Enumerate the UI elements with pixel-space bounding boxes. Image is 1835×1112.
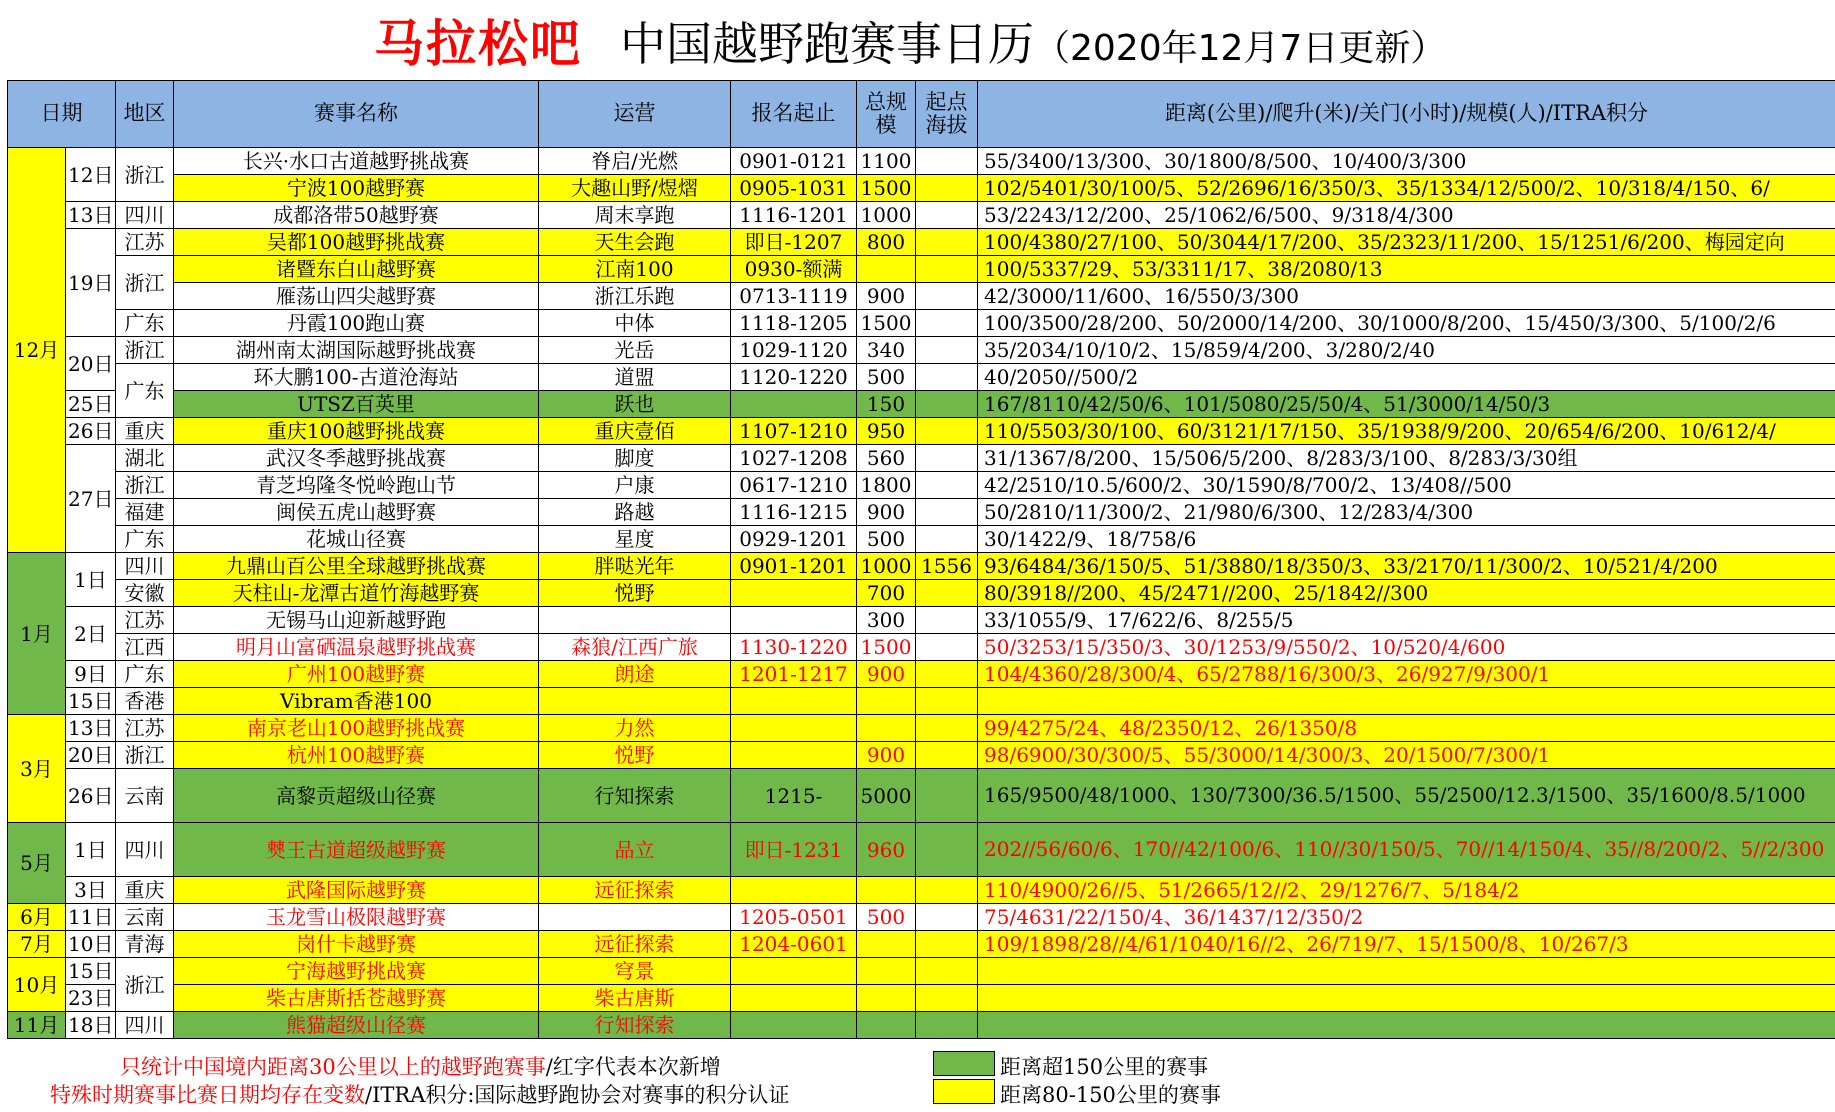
region-cell: 四川 — [116, 202, 174, 229]
day-cell: 1日 — [66, 553, 116, 607]
region-cell: 重庆 — [116, 877, 174, 904]
race-distances: 104/4360/28/300/4、65/2788/16/300/3、26/927/9/300/1 — [978, 661, 1835, 688]
race-size: 500 — [857, 364, 916, 391]
race-registration — [731, 877, 857, 904]
race-registration — [731, 958, 857, 985]
table-row — [8, 472, 1835, 499]
race-size: 300 — [857, 607, 916, 634]
race-distances: 100/4380/27/100、50/3044/17/200、35/2323/11/200、15/1251/6/200、梅园定向 — [978, 229, 1835, 256]
region-cell: 四川 — [116, 823, 174, 877]
table-row — [8, 742, 1835, 769]
footer-note-itra-black: /ITRA积分:国际越野跑协会对赛事的积分认证 — [365, 1083, 790, 1107]
race-size — [857, 985, 916, 1012]
race-registration: 0713-1119 — [731, 283, 857, 310]
race-distances: 31/1367/8/200、15/506/5/200、8/283/3/100、8/283/3/30组 — [978, 445, 1835, 472]
race-operator: 远征探索 — [539, 931, 731, 958]
day-cell: 11日 — [66, 904, 116, 931]
race-name: 岗什卡越野赛 — [174, 931, 539, 958]
table-row — [8, 823, 1835, 877]
region-cell: 湖北 — [116, 445, 174, 472]
race-calendar-table — [7, 80, 1835, 1039]
region-cell: 浙江 — [116, 958, 174, 1012]
race-registration: 即日-1231 — [731, 823, 857, 877]
race-size: 1000 — [857, 553, 916, 580]
table-row — [8, 391, 1835, 418]
race-altitude — [916, 1012, 978, 1039]
race-name: 宁海越野挑战赛 — [174, 958, 539, 985]
race-distances: 99/4275/24、48/2350/12、26/1350/8 — [978, 715, 1835, 742]
race-operator: 道盟 — [539, 364, 731, 391]
race-altitude — [916, 769, 978, 823]
race-altitude: 1556 — [916, 553, 978, 580]
race-name: 武隆国际越野赛 — [174, 877, 539, 904]
race-operator: 重庆壹佰 — [539, 418, 731, 445]
calendar-title — [620, 8, 1446, 74]
day-cell: 3日 — [66, 877, 116, 904]
race-name: 僰王古道超级越野赛 — [174, 823, 539, 877]
race-registration: 0617-1210 — [731, 472, 857, 499]
race-altitude — [916, 445, 978, 472]
race-altitude — [916, 256, 978, 283]
race-registration: 0901-0121 — [731, 148, 857, 175]
race-operator: 跃也 — [539, 391, 731, 418]
footer-note-scope-black: /红字代表本次新增 — [545, 1055, 721, 1079]
day-cell: 18日 — [66, 1012, 116, 1039]
race-altitude — [916, 688, 978, 715]
table-row — [8, 769, 1835, 823]
race-distances: 40/2050//500/2 — [978, 364, 1835, 391]
race-operator — [539, 607, 731, 634]
region-cell: 云南 — [116, 769, 174, 823]
race-operator — [539, 904, 731, 931]
race-distances: 55/3400/13/300、30/1800/8/500、10/400/3/300 — [978, 148, 1835, 175]
header-registration: 报名起止 — [731, 81, 857, 148]
race-altitude — [916, 283, 978, 310]
race-size: 800 — [857, 229, 916, 256]
race-size: 900 — [857, 499, 916, 526]
race-name: 雁荡山四尖越野赛 — [174, 283, 539, 310]
race-registration: 1205-0501 — [731, 904, 857, 931]
race-altitude — [916, 715, 978, 742]
race-name: 青芝坞隆冬悦岭跑山节 — [174, 472, 539, 499]
table-row — [8, 877, 1835, 904]
race-operator: 中体 — [539, 310, 731, 337]
race-registration: 1201-1217 — [731, 661, 857, 688]
race-altitude — [916, 580, 978, 607]
race-operator: 远征探索 — [539, 877, 731, 904]
day-cell: 15日 — [66, 688, 116, 715]
table-row — [8, 364, 1835, 391]
race-altitude — [916, 634, 978, 661]
day-cell: 15日 — [66, 958, 116, 985]
region-cell: 江苏 — [116, 229, 174, 256]
region-cell: 青海 — [116, 931, 174, 958]
day-cell: 27日 — [66, 445, 116, 553]
race-operator: 行知探索 — [539, 769, 731, 823]
brand-title: 马拉松吧 — [374, 14, 582, 73]
day-cell: 20日 — [66, 337, 116, 391]
race-calendar-table-wrap — [7, 80, 1835, 1043]
race-name: 无锡马山迎新越野跑 — [174, 607, 539, 634]
race-registration — [731, 607, 857, 634]
month-cell: 3月 — [8, 715, 66, 823]
table-row — [8, 904, 1835, 931]
race-size: 1000 — [857, 202, 916, 229]
region-cell: 江西 — [116, 634, 174, 661]
race-registration: 1120-1220 — [731, 364, 857, 391]
race-operator: 户康 — [539, 472, 731, 499]
race-altitude — [916, 904, 978, 931]
race-name: 武汉冬季越野挑战赛 — [174, 445, 539, 472]
race-name: Vibram香港100 — [174, 688, 539, 715]
race-registration: 1130-1220 — [731, 634, 857, 661]
race-operator: 悦野 — [539, 742, 731, 769]
race-size: 950 — [857, 418, 916, 445]
table-row — [8, 229, 1835, 256]
table-row — [8, 1012, 1835, 1039]
race-size — [857, 1012, 916, 1039]
day-cell: 19日 — [66, 229, 116, 337]
race-altitude — [916, 148, 978, 175]
header-altitude: 起点海拔 — [916, 81, 978, 148]
month-cell: 12月 — [8, 148, 66, 553]
region-cell: 四川 — [116, 553, 174, 580]
table-row — [8, 175, 1835, 202]
race-altitude — [916, 499, 978, 526]
region-cell: 江苏 — [116, 607, 174, 634]
table-row — [8, 580, 1835, 607]
race-size — [857, 688, 916, 715]
region-cell: 广东 — [116, 661, 174, 688]
day-cell: 26日 — [66, 418, 116, 445]
race-registration — [731, 391, 857, 418]
footer-note-itra-red: 特殊时期赛事比赛日期均存在变数 — [50, 1083, 365, 1107]
race-name: 熊猫超级山径赛 — [174, 1012, 539, 1039]
region-cell: 四川 — [116, 1012, 174, 1039]
day-cell: 12日 — [66, 148, 116, 202]
race-registration — [731, 1012, 857, 1039]
race-operator: 天生会跑 — [539, 229, 731, 256]
race-size: 500 — [857, 904, 916, 931]
table-row — [8, 148, 1835, 175]
region-cell: 浙江 — [116, 256, 174, 310]
race-registration: 1029-1120 — [731, 337, 857, 364]
race-distances: 75/4631/22/150/4、36/1437/12/350/2 — [978, 904, 1835, 931]
region-cell: 广东 — [116, 526, 174, 553]
header-distance: 距离(公里)/爬升(米)/关门(小时)/规模(人)/ITRA积分 — [978, 81, 1835, 148]
race-registration: 1204-0601 — [731, 931, 857, 958]
race-size — [857, 715, 916, 742]
race-size — [857, 958, 916, 985]
footer — [0, 1043, 1835, 1112]
race-operator: 行知探索 — [539, 1012, 731, 1039]
header-region: 地区 — [116, 81, 174, 148]
region-cell: 云南 — [116, 904, 174, 931]
region-cell: 浙江 — [116, 472, 174, 499]
race-registration: 1215- — [731, 769, 857, 823]
race-operator: 悦野 — [539, 580, 731, 607]
race-size: 1100 — [857, 148, 916, 175]
race-size — [857, 877, 916, 904]
race-size: 900 — [857, 283, 916, 310]
race-altitude — [916, 337, 978, 364]
race-operator: 浙江乐跑 — [539, 283, 731, 310]
race-name: 南京老山100越野挑战赛 — [174, 715, 539, 742]
region-cell: 浙江 — [116, 742, 174, 769]
race-size: 340 — [857, 337, 916, 364]
race-altitude — [916, 472, 978, 499]
race-distances: 33/1055/9、17/622/6、8/255/5 — [978, 607, 1835, 634]
header-date: 日期 — [8, 81, 116, 148]
race-operator: 星度 — [539, 526, 731, 553]
race-name: 高黎贡超级山径赛 — [174, 769, 539, 823]
race-altitude — [916, 823, 978, 877]
region-cell: 香港 — [116, 688, 174, 715]
race-size: 960 — [857, 823, 916, 877]
race-operator: 朗途 — [539, 661, 731, 688]
race-name: 广州100越野赛 — [174, 661, 539, 688]
legend-yellow-label: 距离80-150公里的赛事 — [1000, 1083, 1221, 1107]
region-cell: 浙江 — [116, 148, 174, 202]
race-distances: 30/1422/9、18/758/6 — [978, 526, 1835, 553]
race-altitude — [916, 742, 978, 769]
race-distances: 42/3000/11/600、16/550/3/300 — [978, 283, 1835, 310]
race-size: 500 — [857, 526, 916, 553]
day-cell: 26日 — [66, 769, 116, 823]
table-row — [8, 958, 1835, 985]
race-size — [857, 931, 916, 958]
update-date: （2020年12月7日更新） — [1034, 28, 1447, 69]
race-operator: 脚度 — [539, 445, 731, 472]
race-size: 900 — [857, 742, 916, 769]
race-distances — [978, 1012, 1835, 1039]
race-distances: 167/8110/42/50/6、101/5080/25/50/4、51/3000/14/50/3 — [978, 391, 1835, 418]
day-cell: 13日 — [66, 715, 116, 742]
race-operator — [539, 688, 731, 715]
day-cell: 1日 — [66, 823, 116, 877]
race-operator: 脊启/光燃 — [539, 148, 731, 175]
race-name: 长兴·水口古道越野挑战赛 — [174, 148, 539, 175]
table-row — [8, 661, 1835, 688]
race-registration: 0929-1201 — [731, 526, 857, 553]
table-row — [8, 418, 1835, 445]
table-row — [8, 553, 1835, 580]
race-registration: 0905-1031 — [731, 175, 857, 202]
race-distances: 35/2034/10/10/2、15/859/4/200、3/280/2/40 — [978, 337, 1835, 364]
race-distances: 202//56/60/6、170//42/100/6、110//30/150/5、70//14/150/4、35//8/200/2、5//2/300 — [978, 823, 1835, 877]
race-name: 柴古唐斯括苍越野赛 — [174, 985, 539, 1012]
page-title — [0, 0, 1835, 80]
race-distances: 80/3918//200、45/2471//200、25/1842//300 — [978, 580, 1835, 607]
footer-note-scope — [120, 1051, 721, 1081]
race-operator: 光岳 — [539, 337, 731, 364]
race-altitude — [916, 364, 978, 391]
race-registration: 0930-额满 — [731, 256, 857, 283]
race-distances: 102/5401/30/100/5、52/2696/16/350/3、35/1334/12/500/2、10/318/4/150、6/ — [978, 175, 1835, 202]
race-size: 5000 — [857, 769, 916, 823]
race-size: 700 — [857, 580, 916, 607]
race-name: 玉龙雪山极限越野赛 — [174, 904, 539, 931]
race-size: 1500 — [857, 634, 916, 661]
race-name: 闽侯五虎山越野赛 — [174, 499, 539, 526]
table-row — [8, 256, 1835, 283]
race-operator: 品立 — [539, 823, 731, 877]
race-altitude — [916, 202, 978, 229]
legend-green-label: 距离超150公里的赛事 — [1000, 1055, 1209, 1079]
legend-yellow-swatch — [933, 1079, 995, 1104]
race-distances: 100/3500/28/200、50/2000/14/200、30/1000/8/200、15/450/3/300、5/100/2/6 — [978, 310, 1835, 337]
race-registration — [731, 715, 857, 742]
race-distances: 110/5503/30/100、60/3121/17/150、35/1938/9/200、20/654/6/200、10/612/4/ — [978, 418, 1835, 445]
table-row — [8, 634, 1835, 661]
race-distances: 50/2810/11/300/2、21/980/6/300、12/283/4/300 — [978, 499, 1835, 526]
race-name: 诸暨东白山越野赛 — [174, 256, 539, 283]
day-cell: 9日 — [66, 661, 116, 688]
race-name: 明月山富硒温泉越野挑战赛 — [174, 634, 539, 661]
region-cell: 广东 — [116, 364, 174, 418]
race-operator: 江南100 — [539, 256, 731, 283]
race-name: 环大鹏100-古道沧海站 — [174, 364, 539, 391]
race-registration: 即日-1207 — [731, 229, 857, 256]
race-size: 150 — [857, 391, 916, 418]
race-registration — [731, 688, 857, 715]
race-registration — [731, 742, 857, 769]
race-distances — [978, 985, 1835, 1012]
race-name: 吴都100越野挑战赛 — [174, 229, 539, 256]
month-cell: 10月 — [8, 958, 66, 1012]
table-row — [8, 526, 1835, 553]
race-altitude — [916, 661, 978, 688]
header-size: 总规模 — [857, 81, 916, 148]
table-row — [8, 310, 1835, 337]
month-cell: 11月 — [8, 1012, 66, 1039]
race-size: 1500 — [857, 175, 916, 202]
race-registration: 1116-1201 — [731, 202, 857, 229]
race-registration: 1118-1205 — [731, 310, 857, 337]
race-altitude — [916, 607, 978, 634]
month-cell: 7月 — [8, 931, 66, 958]
race-distances: 42/2510/10.5/600/2、30/1590/8/700/2、13/408//500 — [978, 472, 1835, 499]
race-altitude — [916, 877, 978, 904]
race-altitude — [916, 175, 978, 202]
month-cell: 1月 — [8, 553, 66, 715]
race-registration: 0901-1201 — [731, 553, 857, 580]
race-operator: 穹景 — [539, 958, 731, 985]
race-name: 杭州100越野赛 — [174, 742, 539, 769]
race-operator: 柴古唐斯 — [539, 985, 731, 1012]
race-altitude — [916, 931, 978, 958]
table-row — [8, 202, 1835, 229]
race-name: 宁波100越野赛 — [174, 175, 539, 202]
race-operator: 胖哒光年 — [539, 553, 731, 580]
race-registration: 1116-1215 — [731, 499, 857, 526]
race-distances — [978, 958, 1835, 985]
header-operator: 运营 — [539, 81, 731, 148]
race-name: 花城山径赛 — [174, 526, 539, 553]
table-row — [8, 283, 1835, 310]
race-size: 900 — [857, 661, 916, 688]
race-operator: 周末享跑 — [539, 202, 731, 229]
day-cell: 10日 — [66, 931, 116, 958]
race-registration: 1107-1210 — [731, 418, 857, 445]
region-cell: 安徽 — [116, 580, 174, 607]
region-cell: 重庆 — [116, 418, 174, 445]
race-distances: 98/6900/30/300/5、55/3000/14/300/3、20/1500/7/300/1 — [978, 742, 1835, 769]
race-operator: 路越 — [539, 499, 731, 526]
race-name: 重庆100越野挑战赛 — [174, 418, 539, 445]
day-cell: 2日 — [66, 607, 116, 661]
legend-green-swatch — [933, 1051, 995, 1076]
calendar-title-main: 中国越野跑赛事日历 — [620, 17, 1034, 71]
table-row — [8, 607, 1835, 634]
race-size — [857, 256, 916, 283]
table-row — [8, 499, 1835, 526]
race-distances: 100/5337/29、53/3311/17、38/2080/13 — [978, 256, 1835, 283]
race-altitude — [916, 418, 978, 445]
race-registration — [731, 985, 857, 1012]
region-cell: 广东 — [116, 310, 174, 337]
footer-note-scope-red: 只统计中国境内距离30公里以上的越野跑赛事 — [120, 1055, 546, 1079]
race-distances: 50/3253/15/350/3、30/1253/9/550/2、10/520/4/600 — [978, 634, 1835, 661]
race-distances: 109/1898/28//4/61/1040/16//2、26/719/7、15/1500/8、10/267/3 — [978, 931, 1835, 958]
region-cell: 浙江 — [116, 337, 174, 364]
race-name: UTSZ百英里 — [174, 391, 539, 418]
race-distances: 165/9500/48/1000、130/7300/36.5/1500、55/2500/12.3/1500、35/1600/8.5/1000 — [978, 769, 1835, 823]
race-distances — [978, 688, 1835, 715]
race-altitude — [916, 985, 978, 1012]
day-cell: 13日 — [66, 202, 116, 229]
region-cell: 江苏 — [116, 715, 174, 742]
table-row — [8, 445, 1835, 472]
race-size: 1500 — [857, 310, 916, 337]
race-distances: 93/6484/36/150/5、51/3880/18/350/3、33/2170/11/300/2、10/521/4/200 — [978, 553, 1835, 580]
header-name: 赛事名称 — [174, 81, 539, 148]
race-distances: 53/2243/12/200、25/1062/6/500、9/318/4/300 — [978, 202, 1835, 229]
day-cell: 23日 — [66, 985, 116, 1012]
race-registration — [731, 580, 857, 607]
table-row — [8, 337, 1835, 364]
race-altitude — [916, 391, 978, 418]
race-size: 1800 — [857, 472, 916, 499]
race-altitude — [916, 310, 978, 337]
race-altitude — [916, 958, 978, 985]
table-row — [8, 985, 1835, 1012]
footer-note-itra — [50, 1079, 789, 1109]
race-altitude — [916, 526, 978, 553]
region-cell: 福建 — [116, 499, 174, 526]
race-name: 丹霞100跑山赛 — [174, 310, 539, 337]
table-row — [8, 931, 1835, 958]
month-cell: 6月 — [8, 904, 66, 931]
race-operator: 力然 — [539, 715, 731, 742]
month-cell: 5月 — [8, 823, 66, 904]
race-operator: 大趣山野/煜熠 — [539, 175, 731, 202]
race-altitude — [916, 229, 978, 256]
table-row — [8, 715, 1835, 742]
race-name: 天柱山-龙潭古道竹海越野赛 — [174, 580, 539, 607]
day-cell: 25日 — [66, 391, 116, 418]
race-name: 成都洛带50越野赛 — [174, 202, 539, 229]
race-size: 560 — [857, 445, 916, 472]
day-cell: 20日 — [66, 742, 116, 769]
race-registration: 1027-1208 — [731, 445, 857, 472]
race-name: 湖州南太湖国际越野挑战赛 — [174, 337, 539, 364]
race-name: 九鼎山百公里全球越野挑战赛 — [174, 553, 539, 580]
race-operator: 森狼/江西广旅 — [539, 634, 731, 661]
race-distances: 110/4900/26//5、51/2665/12//2、29/1276/7、5/184/2 — [978, 877, 1835, 904]
table-row — [8, 688, 1835, 715]
